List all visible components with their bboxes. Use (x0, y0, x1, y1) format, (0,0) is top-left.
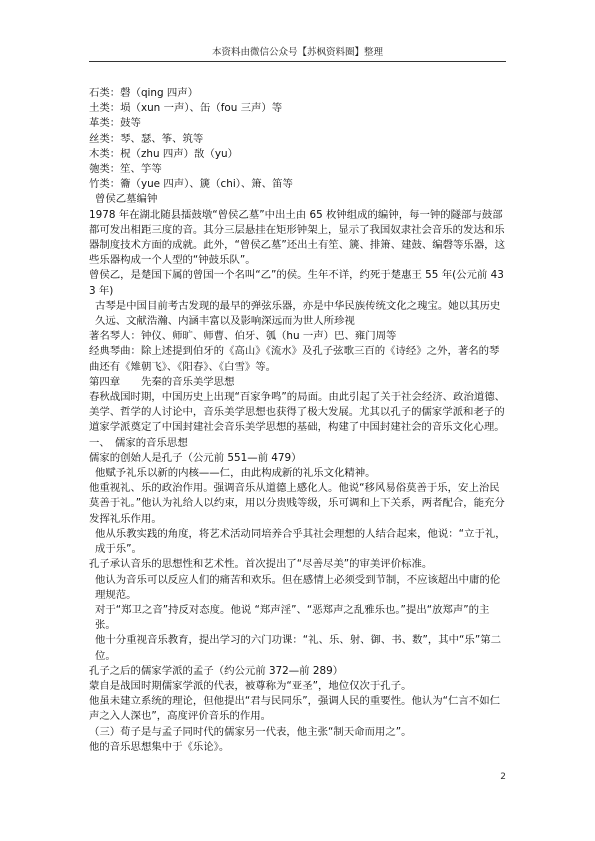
paragraph-six-arts: 他十分重视音乐教育，提出学习的六门功课：“礼、乐、射、御、书、数”，其中“乐”第二位。 (95, 634, 501, 662)
paragraph-warring-states: 春秋战国时期，中国历史上出现“百家争鸣”的局面。由此引起了关于社会经济、政治道德、美学、哲学的人讨论中，音乐美学思想也获得了极大发展。尤其以孔子的儒家学派和老子的道家学派奠定了中国封建社会音乐美学思想的基础，构建了中国封建社会的音乐文化心理。 (89, 391, 505, 434)
instrument-earth: 土类：埙（xun 一声）、缶（fou 三声）等 (89, 102, 283, 115)
paragraph-guqin: 古琴是中国目前考古发现的最早的弹弦乐器，亦是中华民族传统文化之瑰宝。她以其历史久远、文献浩瀚、内涵丰富以及影响深远而为世人所珍视 (95, 299, 501, 328)
paragraph-mencius: 孔子之后的儒家学派的孟子（约公元前 372—前 289） (89, 664, 344, 677)
instrument-gourd: 匏类：笙、竽等 (89, 163, 162, 176)
instrument-silk: 丝类：琴、瑟、筝、筑等 (89, 132, 204, 145)
paragraph-mencius-role: 蒙自是战国时期儒家学派的代表，被尊称为“亚圣”，地位仅次于孔子。 (89, 679, 412, 692)
page-number: 2 (500, 772, 506, 782)
instrument-stone: 石类：磬（qing 四声） (89, 87, 199, 99)
instrument-leather: 革类：鼓等 (89, 117, 141, 130)
paragraph-confucius: 儒家的创始人是孔子（公元前 551—前 479） (89, 451, 302, 464)
page-header: 本资料由微信公众号【苏枫资料圈】整理 (211, 47, 383, 58)
paragraph-aesthetics: 孔子承认音乐的思想性和艺术性。首次提出了“尽善尽美”的审美评价标准。 (89, 558, 433, 571)
instrument-bamboo: 竹类：籥（yue 四声）、篪（chi）、箫、笛等 (89, 178, 293, 191)
header-divider (89, 61, 506, 62)
paragraph-bells: 1978 年在湖北随县擂鼓墩“曾侯乙墓”中出土由 65 枚钟组成的编钟，每一钟的隧部与鼓部都可发出相距三度的音。其分三层悬挂在矩形钟架上，显示了我国奴隶社会音乐的发达和乐器制度技术方面的成就。此外，“曾侯乙墓”还出土有笙、篪、排箫、建鼓、编磬等乐器，这些乐器构成一个人型的“钟鼓乐队”。 (89, 208, 505, 267)
document-body (89, 86, 506, 755)
paragraph-ren: 他赋予礼乐以新的内核——仁，由此构成新的礼乐文化精神。 (95, 467, 376, 480)
paragraph-qin-players: 著名琴人：钟仪、师旷、师曹、伯牙、瓠（hu 一声）巴、雍门周等 (89, 330, 397, 343)
paragraph-marquis: 曾侯乙，是楚国下属的曾国一个名叫“乙”的侯。生年不详，约死于楚惠王 55 年(公元前 433 年) (89, 269, 504, 297)
section-heading-bells: 曾侯乙墓编钟 (95, 193, 158, 206)
chapter-heading: 第四章 先秦的音乐美学思想 (89, 375, 235, 388)
instrument-wood: 木类：柷（zhu 四声）敔（yu） (89, 147, 238, 160)
paragraph-mencius-theory: 他虽未建立系统的理论，但他提出“君与民同乐”，强调人民的重要性。他认为“仁言不如仁声之入人深也”，高度评价音乐的作用。 (89, 695, 500, 723)
paragraph-yuelun: 他的音乐思想集中于《乐论》。 (89, 740, 230, 753)
paragraph-education-practice: 他从乐教实践的角度，将艺术活动同培养合乎其社会理想的人结合起来，他说：“立于礼，成于乐”。 (95, 527, 506, 556)
paragraph-zheng-wei: 对于“郑卫之音”持反对态度。他说 “郑声淫”、“恶郑声之乱雅乐也。”提出“放郑声”的主张。 (95, 603, 490, 632)
section-heading-confucian: 一、 儒家的音乐思想 (89, 436, 188, 449)
paragraph-xunzi: （三）荀子是与孟子同时代的儒家另一代表，他主张“制天命而用之”。 (89, 725, 412, 738)
paragraph-politics: 他重视礼、乐的政治作用。强调音乐从道德上感化人。他说“移风易俗莫善于乐，安上治民莫善于礼。”他认为礼给人以约束，用以分贵贱等级，乐可调和上下关系，两者配合，能充分发挥礼乐作用。 (89, 482, 505, 525)
paragraph-emotion: 他认为音乐可以反应人们的痛苦和欢乐。但在感情上必须受到节制，不应该超出中庸的伦理规范。 (95, 573, 501, 601)
paragraph-qin-pieces: 经典琴曲：除上述提到伯牙的《高山》《流水》及孔子弦歌三百的《诗经》之外，著名的琴曲还有《雉朝飞》、《阳春》、《白雪》等。 (89, 345, 500, 373)
